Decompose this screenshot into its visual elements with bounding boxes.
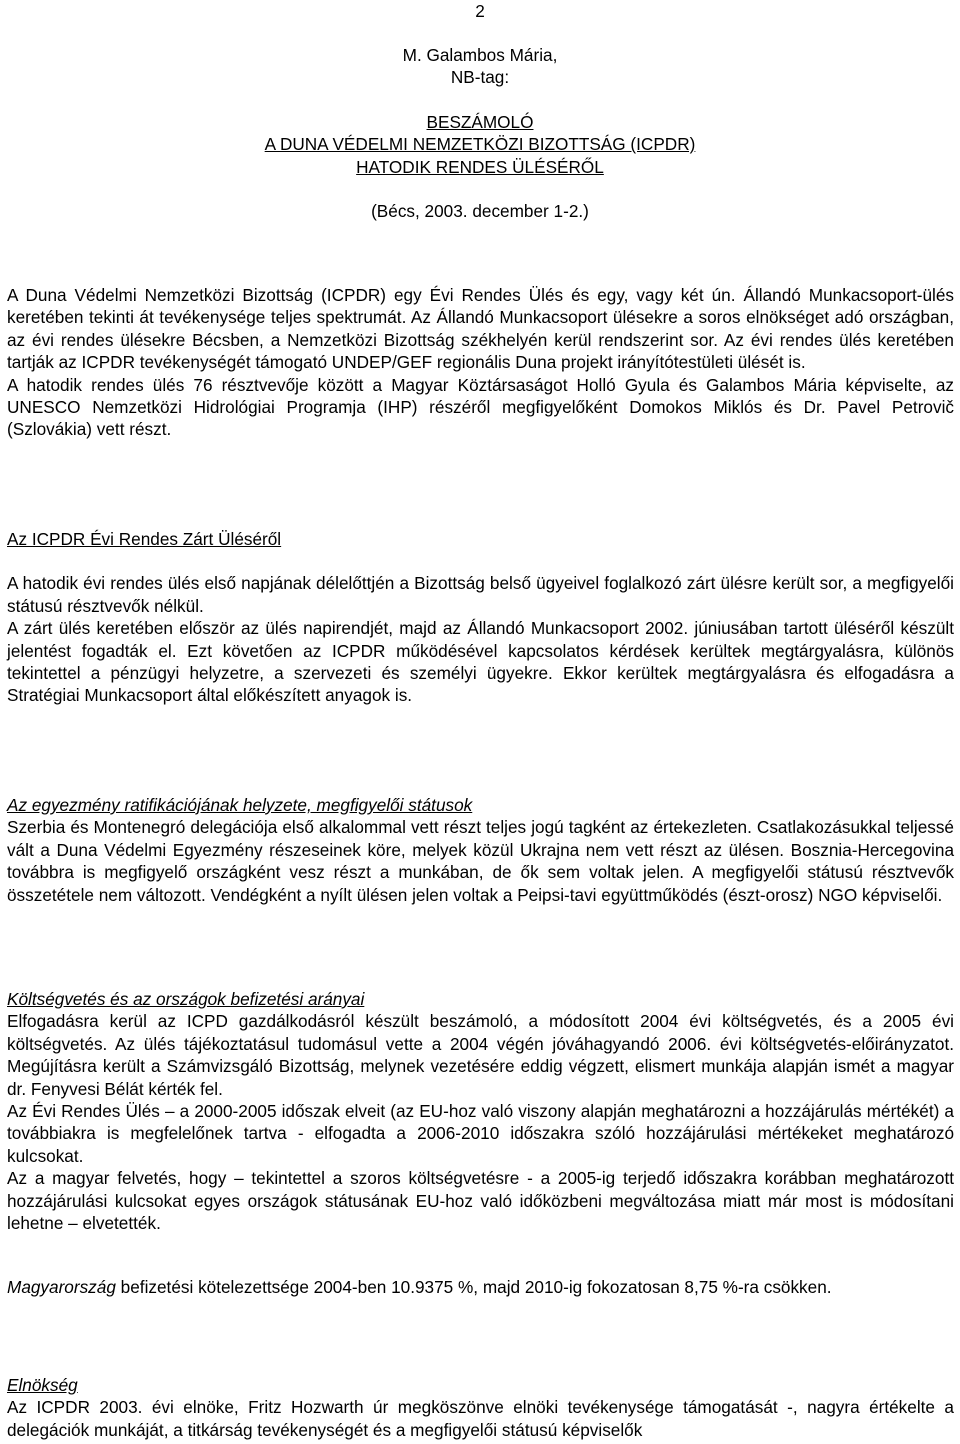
country-name: Magyarország bbox=[7, 1277, 116, 1297]
intro-paragraph: A hatodik rendes ülés 76 résztvevője között a Magyar Köztársaságot Holló Gyula és Galambos Mária képviselte, az UNESCO Nemzetközi Hidrológiai Programja (IHP) részéről megfigyelőként Domokos Miklós és Dr. Pavel Petrovič (Szlovákia) vett részt. bbox=[7, 374, 954, 440]
closed-session-section bbox=[7, 528, 954, 707]
presidency-section bbox=[7, 1374, 954, 1441]
report-title-line-3: HATODIK RENDES ÜLÉSÉRŐL bbox=[356, 156, 604, 177]
section-heading: Az egyezmény ratifikációjának helyzete, megfigyelői státusok bbox=[7, 795, 473, 815]
place-date: (Bécs, 2003. december 1-2.) bbox=[371, 201, 589, 222]
budget-paragraph: Elfogadásra kerül az ICPD gazdálkodásról készült beszámoló, a módosított 2004 évi költségvetés, és a 2005 évi költségvetés. Az ülés tájékoztatásul tudomásul vette a 2004 végén jóváhagyandó 2006. évi költségvetés-előirányzatot. Megújításra került a Számvizsgáló Bizottság, melynek vezetésére eddig végzett, elismert munkája alapján ismét a magyar dr. Fenyvesi Bélát kérték fel. bbox=[7, 1011, 954, 1099]
page-number: 2 bbox=[475, 1, 485, 21]
hungary-share-text: befizetési kötelezettsége 2004-ben 10.9375 %, majd 2010-ig fokozatosan 8,75 %-ra csökken. bbox=[115, 1277, 832, 1297]
closed-session-paragraph: A hatodik évi rendes ülés első napjának délelőttjén a Bizottság belső ügyeivel foglalkozó zárt ülésre került sor, a megfigyelői státusú résztvevők nélkül. bbox=[7, 573, 954, 616]
ratification-paragraph: Szerbia és Montenegró delegációja első alkalommal vett részt teljes jogú tagként az értekezleten. Csatlakozásukkal teljessé vált a Duna Védelmi Egyezmény részeseinek köre, melyek közül Ukrajna nem vett részt az ülésen. Bosznia-Hercegovina továbbra is megfigyelő országként vesz részt a munkában, de ők sem voltak jelen. A megfigyelői státusú résztvevők összetétele nem változott. Vendégként a nyílt ülésen jelen voltak a Peipsi-tavi együttműködés (észt-orosz) NGO képviselői. bbox=[7, 817, 954, 905]
ratification-section bbox=[7, 794, 954, 906]
closed-session-paragraph: A zárt ülés keretében először az ülés napirendjét, majd az Állandó Munkacsoport 2002. júniusában tartott üléséről készült jelentést fogadták el. Ezt követően az ICPDR működésével kapcsolatos kérdések kerültek megtárgyalásra, különös tekintettel a pénzügyi helyzetre, a szervezeti és személyi ügyekre. Ekkor kerültek megtárgyalásra és elfogadásra a Stratégiai Munkacsoport által előkészített anyagok is. bbox=[7, 618, 954, 706]
author-name: M. Galambos Mária, bbox=[402, 45, 558, 65]
intro-section bbox=[7, 284, 954, 441]
presidency-paragraph: Az ICPDR 2003. évi elnöke, Fritz Hozwarth úr megköszönve elnöki tevékenysége támogatását -, nagyra értékelte a delegációk munkáját, a titkárság tevékenységét és a megfigyelői státusú képviselők bbox=[7, 1397, 954, 1440]
budget-section bbox=[7, 988, 954, 1234]
section-heading: Költségvetés és az országok befizetési arányai bbox=[7, 989, 365, 1009]
section-heading: Elnökség bbox=[7, 1375, 78, 1395]
budget-paragraph: Az Évi Rendes Ülés – a 2000-2005 időszak elveit (az EU-hoz való viszony alapján meghatározni a hozzájárulás mértékét) a továbbiakra is megfelelőnek tartva - elfogadta a 2006-2010 időszakra szóló hozzájárulási mértékeket meghatározó kulcsokat. bbox=[7, 1101, 954, 1166]
author-role: NB-tag: bbox=[450, 67, 510, 88]
report-title-line-1: BESZÁMOLÓ bbox=[426, 111, 534, 132]
budget-paragraph: Az a magyar felvetés, hogy – tekintettel a szoros költségvetésre - a 2005-ig terjedő időszakra korábban meghatározott hozzájárulási kulcsokat egyes országok státusának EU-hoz való időközbeni megváltozása miatt már most is módosítani lehetne – elvetették. bbox=[7, 1168, 954, 1234]
document-header bbox=[0, 44, 960, 222]
hungary-share-paragraph bbox=[7, 1276, 954, 1298]
report-title-line-2: A DUNA VÉDELMI NEMZETKÖZI BIZOTTSÁG (ICPDR) bbox=[264, 134, 696, 155]
section-heading: Az ICPDR Évi Rendes Zárt Üléséről bbox=[7, 529, 282, 549]
hungary-share-section bbox=[7, 1276, 954, 1298]
intro-paragraph: A Duna Védelmi Nemzetközi Bizottság (ICPDR) egy Évi Rendes Ülés és egy, vagy két ún. Állandó Munkacsoport-ülés keretében tekinti át tevékenysége teljes spektrumát. Az Állandó Munkacsoport ülésekre a soros elnökséget adó országban, az évi rendes ülésekre Bécsben, a Nemzetközi Bizottság székhelyén kerül rendszerint sor. Az évi rendes ülés keretében tartják az ICPDR tevékenységét támogató UNDEP/GEF regionális Duna projekt irányítótestületi ülését is. bbox=[7, 285, 954, 373]
